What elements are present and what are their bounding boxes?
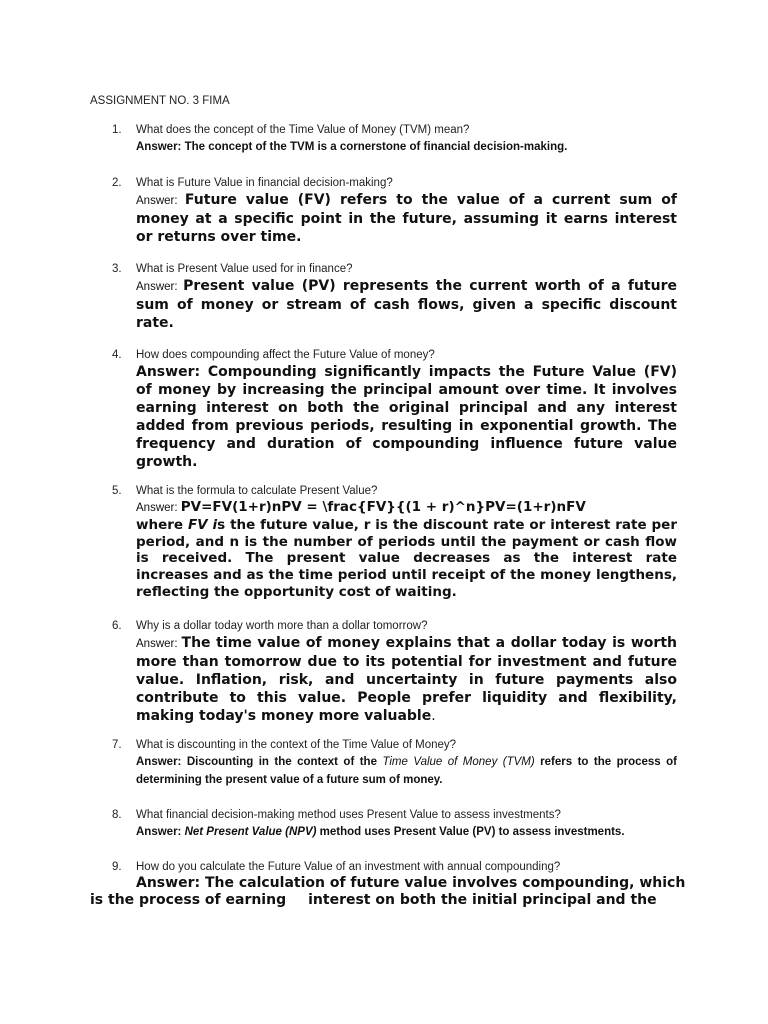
answer-5 <box>136 499 677 601</box>
answer-label: Answer: <box>136 281 184 293</box>
question-number: 6. <box>112 620 122 632</box>
answer-label: Answer: <box>136 756 187 768</box>
question-3 <box>112 262 682 332</box>
answer-label: Answer: <box>136 638 182 650</box>
answer-text: Compounding significantly impacts the Future Value (FV) of money by increasing the principal amount over time. It involves earning interest on both the original principal and any interest added from previous periods, resulting in exponential growth. The frequency and duration of compounding influence future value growth. <box>136 364 677 470</box>
question-number: 7. <box>112 739 122 751</box>
question-7 <box>112 738 682 789</box>
answer-label: Answer: <box>136 141 185 153</box>
question-4 <box>112 348 682 471</box>
answer-4 <box>136 363 677 471</box>
answer-label: Answer: <box>136 364 208 380</box>
question-text: What is discounting in the context of the Time Value of Money? <box>136 739 457 751</box>
question-number: 5. <box>112 485 122 497</box>
question-number: 9. <box>112 861 122 873</box>
answer-text-line2b: interest on both the initial principal and the <box>308 892 657 908</box>
document-title: ASSIGNMENT NO. 3 FIMA <box>90 95 230 107</box>
answer-1 <box>136 138 677 156</box>
question-number: 2. <box>112 177 122 189</box>
answer-text-fv: FV i <box>187 516 218 533</box>
question-text: What is the formula to calculate Present Value? <box>136 485 378 497</box>
answer-text-where: where <box>136 516 188 533</box>
answer-text: method uses Present Value (PV) to assess investments. <box>316 826 625 838</box>
answer-9 <box>90 875 686 909</box>
question-text: How do you calculate the Future Value of an investment with annual compounding? <box>136 861 561 873</box>
answer-text: s the future value, r is the discount rate or interest rate per period, and n is the number of periods until the payment or cash flow is received. The present value decreases as the interest rate increases and as the time period until receipt of the money lengthens, reflecting the opportunity cost of waiting. <box>136 516 677 600</box>
question-2 <box>112 176 682 246</box>
question-number: 1. <box>112 124 122 136</box>
answer-formula: PV=FV(1+r)nPV = \frac{FV}{(1 + r)^n}PV=(1+r)nFV <box>180 499 586 515</box>
question-text: Why is a dollar today worth more than a dollar tomorrow? <box>136 620 428 632</box>
answer-8 <box>136 823 677 841</box>
answer-text: Future value (FV) refers to the value of a current sum of money at a specific point in the future, assuming it earns interest or returns over time. <box>136 192 677 245</box>
answer-label: Answer: <box>136 826 185 838</box>
question-1 <box>112 123 682 156</box>
answer-text-line2a: is the process of earning <box>90 892 287 908</box>
question-number: 4. <box>112 349 122 361</box>
question-number: 3. <box>112 263 122 275</box>
answer-text-b: refers to the process of determining the present value of a future sum of money. <box>136 756 677 786</box>
question-number: 8. <box>112 809 122 821</box>
answer-7 <box>136 753 677 789</box>
question-text: How does compounding affect the Future Value of money? <box>136 349 435 361</box>
question-5 <box>112 484 682 601</box>
question-text: What is Present Value used for in finance? <box>136 263 353 275</box>
answer-label: Answer: <box>136 195 185 207</box>
answer-text: Present value (PV) represents the current worth of a future sum of money or stream of cash flows, given a specific discount rate. <box>136 278 677 331</box>
answer-period: . <box>431 708 436 724</box>
answer-6 <box>136 634 677 725</box>
question-text: What is Future Value in financial decision-making? <box>136 177 393 189</box>
answer-text-npv: Net Present Value (NPV) <box>184 826 317 838</box>
answer-text-line1: The calculation of future value involves compounding, which <box>204 875 686 891</box>
answer-label: Answer: <box>136 502 181 514</box>
answer-text: The time value of money explains that a dollar today is worth more than tomorrow due to its potential for investment and future value. Inflation, risk, and uncertainty in future payments also contribute to this value. People prefer liquidity and flexibility, making today's money more valuable <box>136 635 677 724</box>
answer-text-tvm: Time Value of Money (TVM) <box>382 756 535 768</box>
question-text: What financial decision-making method uses Present Value to assess investments? <box>136 809 561 821</box>
answer-2 <box>136 191 677 246</box>
answer-text-a: Discounting in the context of the <box>186 756 383 768</box>
answer-text: The concept of the TVM is a cornerstone of financial decision-making. <box>184 141 568 153</box>
answer-label: Answer: <box>136 875 205 891</box>
answer-3 <box>136 277 677 332</box>
question-6 <box>112 619 682 725</box>
question-9 <box>112 860 682 875</box>
question-text: What does the concept of the Time Value of Money (TVM) mean? <box>136 124 470 136</box>
question-8 <box>112 808 682 841</box>
